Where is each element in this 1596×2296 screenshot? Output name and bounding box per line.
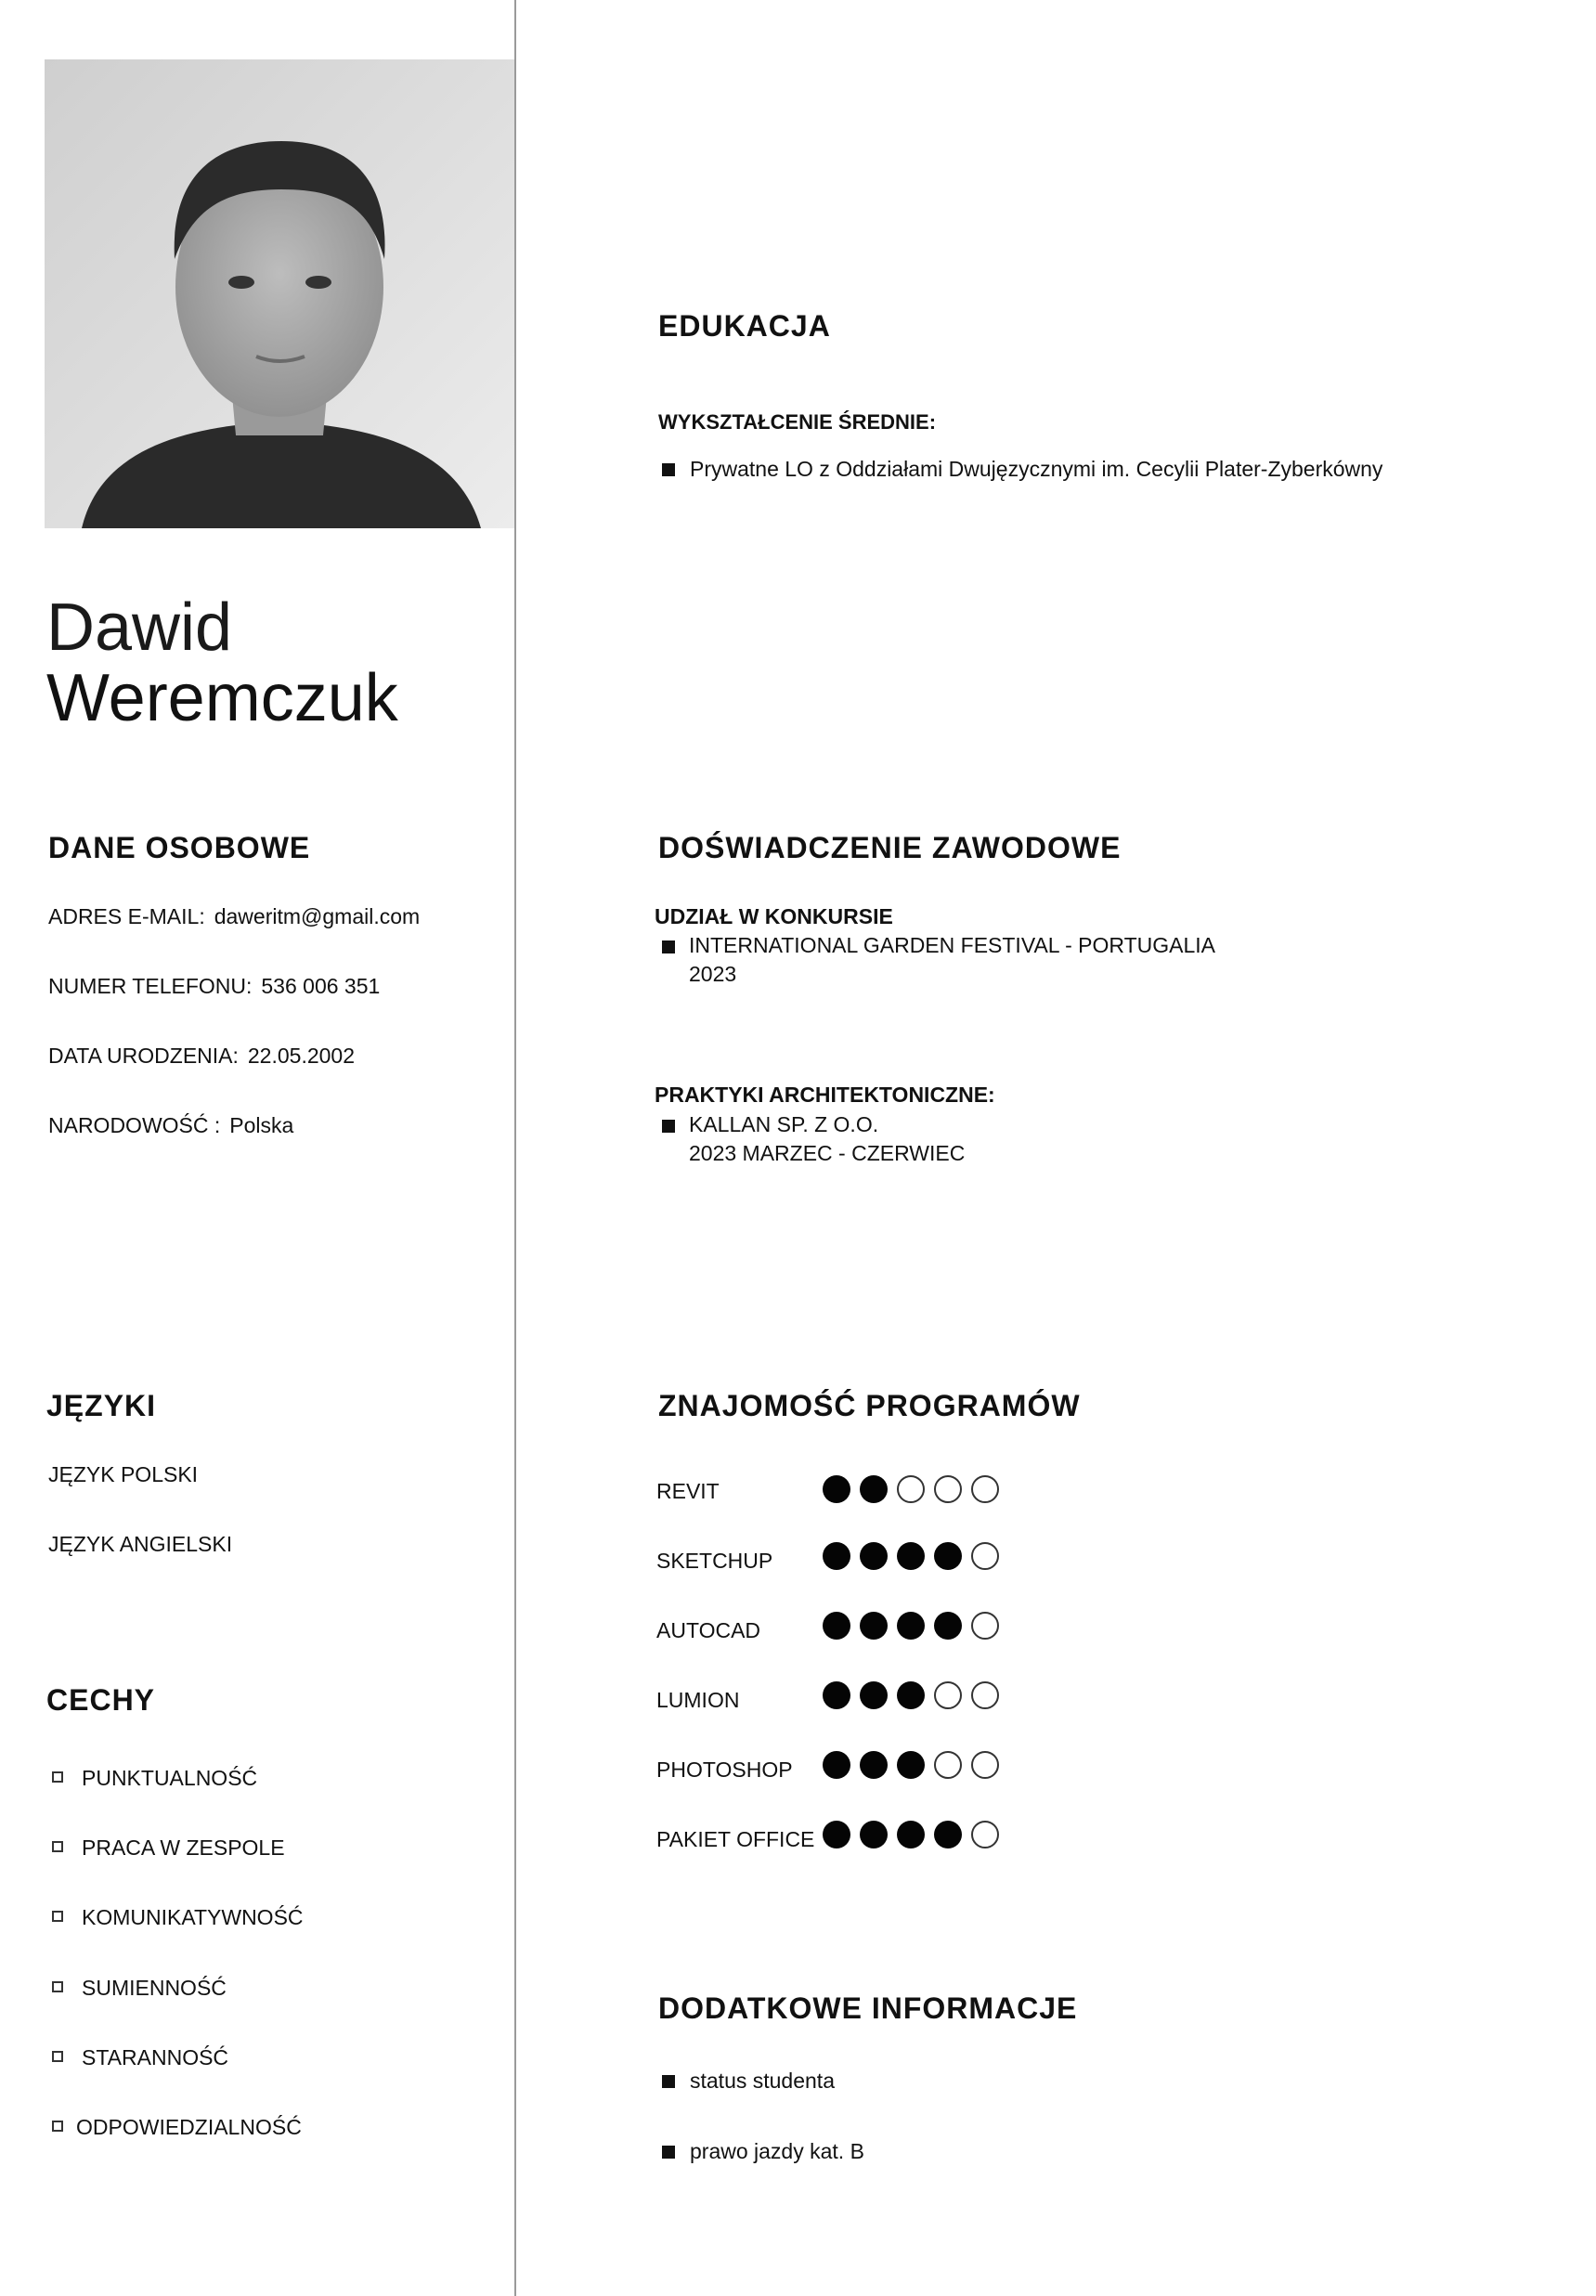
nationality-row <box>48 1115 293 1136</box>
phone-value: 536 006 351 <box>261 974 381 998</box>
profile-photo <box>45 59 514 528</box>
skill-dot-empty-icon <box>897 1475 925 1503</box>
square-bullet-icon <box>662 940 675 953</box>
software-heading: ZNAJOMOŚĆ PROGRAMÓW <box>658 1389 1081 1422</box>
skill-dot-empty-icon <box>971 1542 999 1570</box>
skill-dot-filled-icon <box>860 1821 888 1848</box>
skill-dot-filled-icon <box>860 1542 888 1570</box>
experience-entry-line: INTERNATIONAL GARDEN FESTIVAL - PORTUGALIA <box>689 933 1216 957</box>
software-name: REVIT <box>656 1479 720 1503</box>
last-name: Weremczuk <box>46 661 398 735</box>
first-name: Dawid <box>46 590 233 665</box>
skill-dot-filled-icon <box>897 1821 925 1848</box>
skill-dot-filled-icon <box>823 1542 850 1570</box>
software-name: PHOTOSHOP <box>656 1758 793 1782</box>
skill-dot-filled-icon <box>823 1681 850 1709</box>
software-name: AUTOCAD <box>656 1618 761 1642</box>
nationality-value: Polska <box>229 1113 294 1137</box>
additional-info-item: status studenta <box>690 2069 835 2093</box>
skill-dot-filled-icon <box>860 1475 888 1503</box>
skill-dot-empty-icon <box>934 1681 962 1709</box>
checkbox-icon <box>52 2121 63 2132</box>
skill-dot-filled-icon <box>823 1475 850 1503</box>
software-name: PAKIET OFFICE <box>656 1827 815 1851</box>
experience-entry-line: KALLAN SP. Z O.O. <box>689 1112 879 1136</box>
skill-rating <box>823 1751 999 1779</box>
experience-entry-line: 2023 <box>689 962 737 986</box>
trait-item: SUMIENNOŚĆ <box>82 1976 227 2000</box>
experience-entry-heading: UDZIAŁ W KONKURSIE <box>655 904 893 928</box>
trait-item: PUNKTUALNOŚĆ <box>82 1766 258 1790</box>
birthdate-row <box>48 1045 355 1067</box>
skill-dot-filled-icon <box>934 1821 962 1848</box>
skill-dot-empty-icon <box>971 1821 999 1848</box>
skill-dot-empty-icon <box>971 1475 999 1503</box>
personal-data-heading: DANE OSOBOWE <box>48 831 311 864</box>
birthdate-value: 22.05.2002 <box>247 1044 356 1068</box>
email-row <box>48 906 420 927</box>
skill-dot-empty-icon <box>934 1751 962 1779</box>
phone-row <box>48 976 380 997</box>
experience-heading: DOŚWIADCZENIE ZAWODOWE <box>658 831 1122 864</box>
skill-dot-filled-icon <box>860 1751 888 1779</box>
skill-rating <box>823 1475 999 1503</box>
column-divider <box>514 0 516 2296</box>
education-item: Prywatne LO z Oddziałami Dwujęzycznymi im. Cecylii Plater-Zyberkówny <box>690 457 1383 481</box>
languages-heading: JĘZYKI <box>46 1389 157 1422</box>
square-bullet-icon <box>662 1120 675 1133</box>
skill-dot-filled-icon <box>897 1751 925 1779</box>
skill-dot-filled-icon <box>860 1681 888 1709</box>
skill-dot-filled-icon <box>897 1542 925 1570</box>
education-subheading: WYKSZTAŁCENIE ŚREDNIE: <box>658 410 937 434</box>
checkbox-icon <box>52 1981 63 1992</box>
square-bullet-icon <box>662 2146 675 2159</box>
nationality-label: NARODOWOŚĆ : <box>48 1113 221 1137</box>
skill-dot-empty-icon <box>934 1475 962 1503</box>
skill-rating <box>823 1681 999 1709</box>
skill-dot-filled-icon <box>897 1681 925 1709</box>
skill-dot-filled-icon <box>934 1612 962 1640</box>
checkbox-icon <box>52 2051 63 2062</box>
square-bullet-icon <box>662 2075 675 2088</box>
skill-dot-empty-icon <box>971 1751 999 1779</box>
checkbox-icon <box>52 1911 63 1922</box>
software-name: LUMION <box>656 1688 740 1712</box>
skill-dot-filled-icon <box>823 1751 850 1779</box>
traits-heading: CECHY <box>46 1683 156 1717</box>
trait-item: PRACA W ZESPOLE <box>82 1836 285 1860</box>
education-heading: EDUKACJA <box>658 309 831 343</box>
skill-rating <box>823 1542 999 1570</box>
skill-dot-filled-icon <box>823 1821 850 1848</box>
trait-item: KOMUNIKATYWNOŚĆ <box>82 1905 304 1929</box>
language-item: JĘZYK ANGIELSKI <box>48 1532 233 1556</box>
additional-info-heading: DODATKOWE INFORMACJE <box>658 1991 1078 2025</box>
language-item: JĘZYK POLSKI <box>48 1462 199 1486</box>
experience-entry-heading: PRAKTYKI ARCHITEKTONICZNE: <box>655 1083 995 1107</box>
experience-entry-line: 2023 MARZEC - CZERWIEC <box>689 1141 966 1165</box>
email-label: ADRES E-MAIL: <box>48 904 205 928</box>
trait-item: ODPOWIEDZIALNOŚĆ <box>76 2115 302 2139</box>
square-bullet-icon <box>662 463 675 476</box>
skill-dot-filled-icon <box>897 1612 925 1640</box>
skill-dot-filled-icon <box>860 1612 888 1640</box>
email-value: daweritm@gmail.com <box>214 904 421 928</box>
checkbox-icon <box>52 1771 63 1783</box>
software-name: SKETCHUP <box>656 1549 773 1573</box>
skill-dot-empty-icon <box>971 1612 999 1640</box>
trait-item: STARANNOŚĆ <box>82 2045 229 2069</box>
additional-info-item: prawo jazdy kat. B <box>690 2139 864 2163</box>
skill-dot-filled-icon <box>823 1612 850 1640</box>
phone-label: NUMER TELEFONU: <box>48 974 253 998</box>
skill-rating <box>823 1821 999 1848</box>
checkbox-icon <box>52 1841 63 1852</box>
birthdate-label: DATA URODZENIA: <box>48 1044 239 1068</box>
skill-dot-empty-icon <box>971 1681 999 1709</box>
skill-dot-filled-icon <box>934 1542 962 1570</box>
skill-rating <box>823 1612 999 1640</box>
